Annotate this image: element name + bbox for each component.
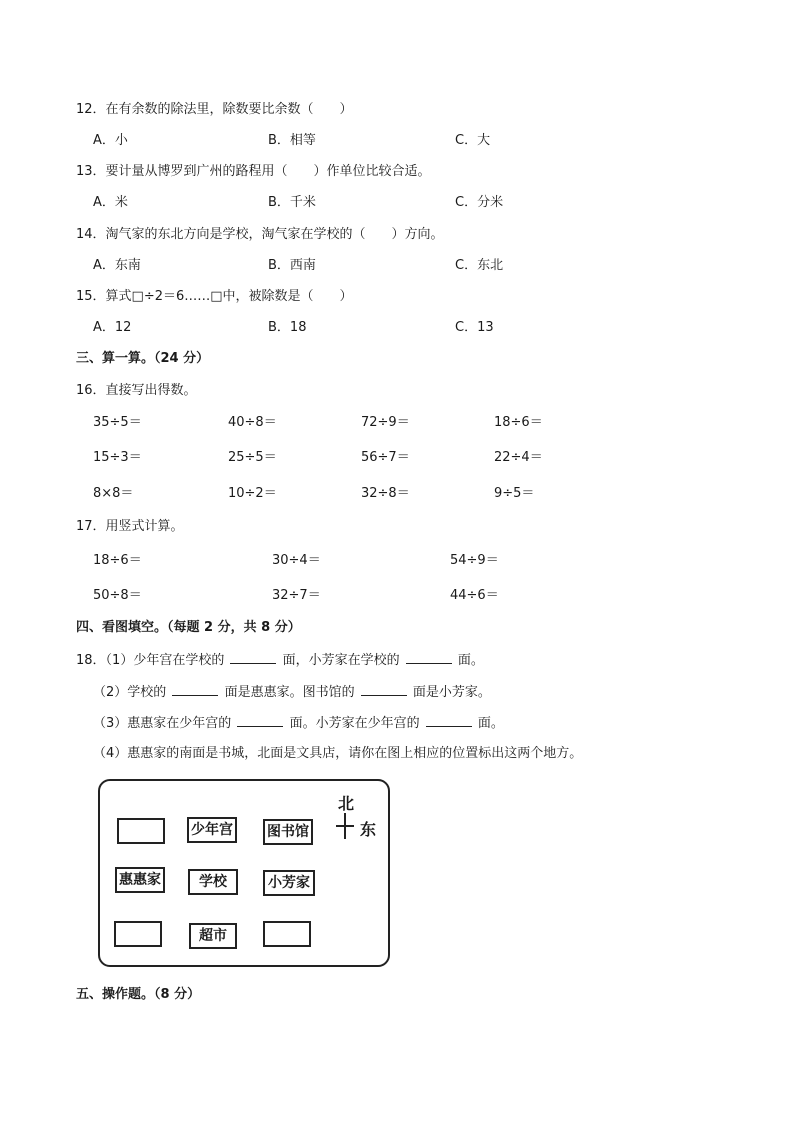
q12-stem: 12．在有余数的除法里，除数要比余数（ ） bbox=[76, 102, 353, 117]
map-box-youth-palace: 少年宫 bbox=[187, 817, 237, 843]
q17-item: 44÷6＝ bbox=[450, 588, 499, 603]
q18-line1-text-c: 面。 bbox=[457, 653, 484, 668]
section5-heading: 五、操作题。（8 分） bbox=[76, 987, 201, 1002]
q18-line3 bbox=[93, 714, 504, 733]
q18-line2 bbox=[93, 683, 491, 702]
q16-item: 25÷5＝ bbox=[228, 450, 277, 465]
q16-item: 56÷7＝ bbox=[361, 450, 410, 465]
q16-item: 32÷8＝ bbox=[361, 486, 410, 501]
map-box-huihui-home: 惠惠家 bbox=[115, 867, 165, 893]
map-box-xiaofang-home: 小芳家 bbox=[263, 870, 315, 896]
q16-item: 18÷6＝ bbox=[494, 415, 543, 430]
q18-line2-text-b: 面是惠惠家。图书馆的 bbox=[224, 685, 355, 700]
q16-item: 10÷2＝ bbox=[228, 486, 277, 501]
answer-blank[interactable] bbox=[361, 683, 407, 696]
answer-blank[interactable] bbox=[230, 651, 276, 664]
map-box-school: 学校 bbox=[188, 869, 238, 895]
q15-stem: 15．算式□÷2＝6……□中，被除数是（ ） bbox=[76, 289, 353, 304]
compass-east-label: 东 bbox=[360, 820, 377, 839]
map-box-empty[interactable] bbox=[114, 921, 162, 947]
q14-option-c[interactable]: C．东北 bbox=[455, 258, 504, 273]
answer-blank[interactable] bbox=[172, 683, 218, 696]
q12-option-b[interactable]: B．相等 bbox=[268, 133, 316, 148]
answer-blank[interactable] bbox=[406, 651, 452, 664]
answer-blank[interactable] bbox=[426, 714, 472, 727]
section4-heading: 四、看图填空。（每题 2 分，共 8 分） bbox=[76, 620, 301, 635]
q16-item: 15÷3＝ bbox=[93, 450, 142, 465]
map-box-empty[interactable] bbox=[117, 818, 165, 844]
map-box-supermarket: 超市 bbox=[189, 923, 237, 949]
q16-item: 8×8＝ bbox=[93, 486, 134, 501]
q13-option-b[interactable]: B．千米 bbox=[268, 195, 316, 210]
q18-line4: （4）惠惠家的南面是书城，北面是文具店，请你在图上相应的位置标出这两个地方。 bbox=[93, 746, 583, 761]
q16-stem: 16．直接写出得数。 bbox=[76, 383, 197, 398]
q18-line1 bbox=[76, 651, 484, 670]
direction-map bbox=[98, 779, 390, 967]
q16-item: 35÷5＝ bbox=[93, 415, 142, 430]
q16-item: 22÷4＝ bbox=[494, 450, 543, 465]
map-box-empty[interactable] bbox=[263, 921, 311, 947]
q16-item: 9÷5＝ bbox=[494, 486, 535, 501]
q18-line1-text-a: 18．（1）少年宫在学校的 bbox=[76, 653, 225, 668]
q17-item: 18÷6＝ bbox=[93, 553, 142, 568]
q18-line2-text-a: （2）学校的 bbox=[93, 685, 167, 700]
compass-horizontal-line bbox=[336, 825, 354, 827]
q15-option-c[interactable]: C．13 bbox=[455, 320, 494, 335]
q13-stem: 13．要计量从博罗到广州的路程用（ ）作单位比较合适。 bbox=[76, 164, 431, 179]
q17-item: 54÷9＝ bbox=[450, 553, 499, 568]
q17-item: 50÷8＝ bbox=[93, 588, 142, 603]
q18-line3-text-b: 面。小芳家在少年宫的 bbox=[289, 716, 420, 731]
q15-option-a[interactable]: A．12 bbox=[93, 320, 132, 335]
q12-option-c[interactable]: C．大 bbox=[455, 133, 491, 148]
q17-item: 30÷4＝ bbox=[272, 553, 321, 568]
q18-line3-text-c: 面。 bbox=[477, 716, 504, 731]
section3-heading: 三、算一算。（24 分） bbox=[76, 351, 210, 366]
q14-stem: 14．淘气家的东北方向是学校，淘气家在学校的（ ）方向。 bbox=[76, 227, 444, 242]
q15-option-b[interactable]: B．18 bbox=[268, 320, 307, 335]
q13-option-c[interactable]: C．分米 bbox=[455, 195, 504, 210]
q16-item: 40÷8＝ bbox=[228, 415, 277, 430]
q12-option-a[interactable]: A．小 bbox=[93, 133, 128, 148]
q17-item: 32÷7＝ bbox=[272, 588, 321, 603]
q16-item: 72÷9＝ bbox=[361, 415, 410, 430]
compass-north-label: 北 bbox=[338, 794, 355, 813]
q18-line3-text-a: （3）惠惠家在少年宫的 bbox=[93, 716, 232, 731]
q17-stem: 17．用竖式计算。 bbox=[76, 519, 184, 534]
q18-line1-text-b: 面，小芳家在学校的 bbox=[282, 653, 400, 668]
q14-option-a[interactable]: A．东南 bbox=[93, 258, 141, 273]
answer-blank[interactable] bbox=[237, 714, 283, 727]
q18-line2-text-c: 面是小芳家。 bbox=[412, 685, 491, 700]
q14-option-b[interactable]: B．西南 bbox=[268, 258, 316, 273]
q13-option-a[interactable]: A．米 bbox=[93, 195, 128, 210]
map-box-library: 图书馆 bbox=[263, 819, 313, 845]
